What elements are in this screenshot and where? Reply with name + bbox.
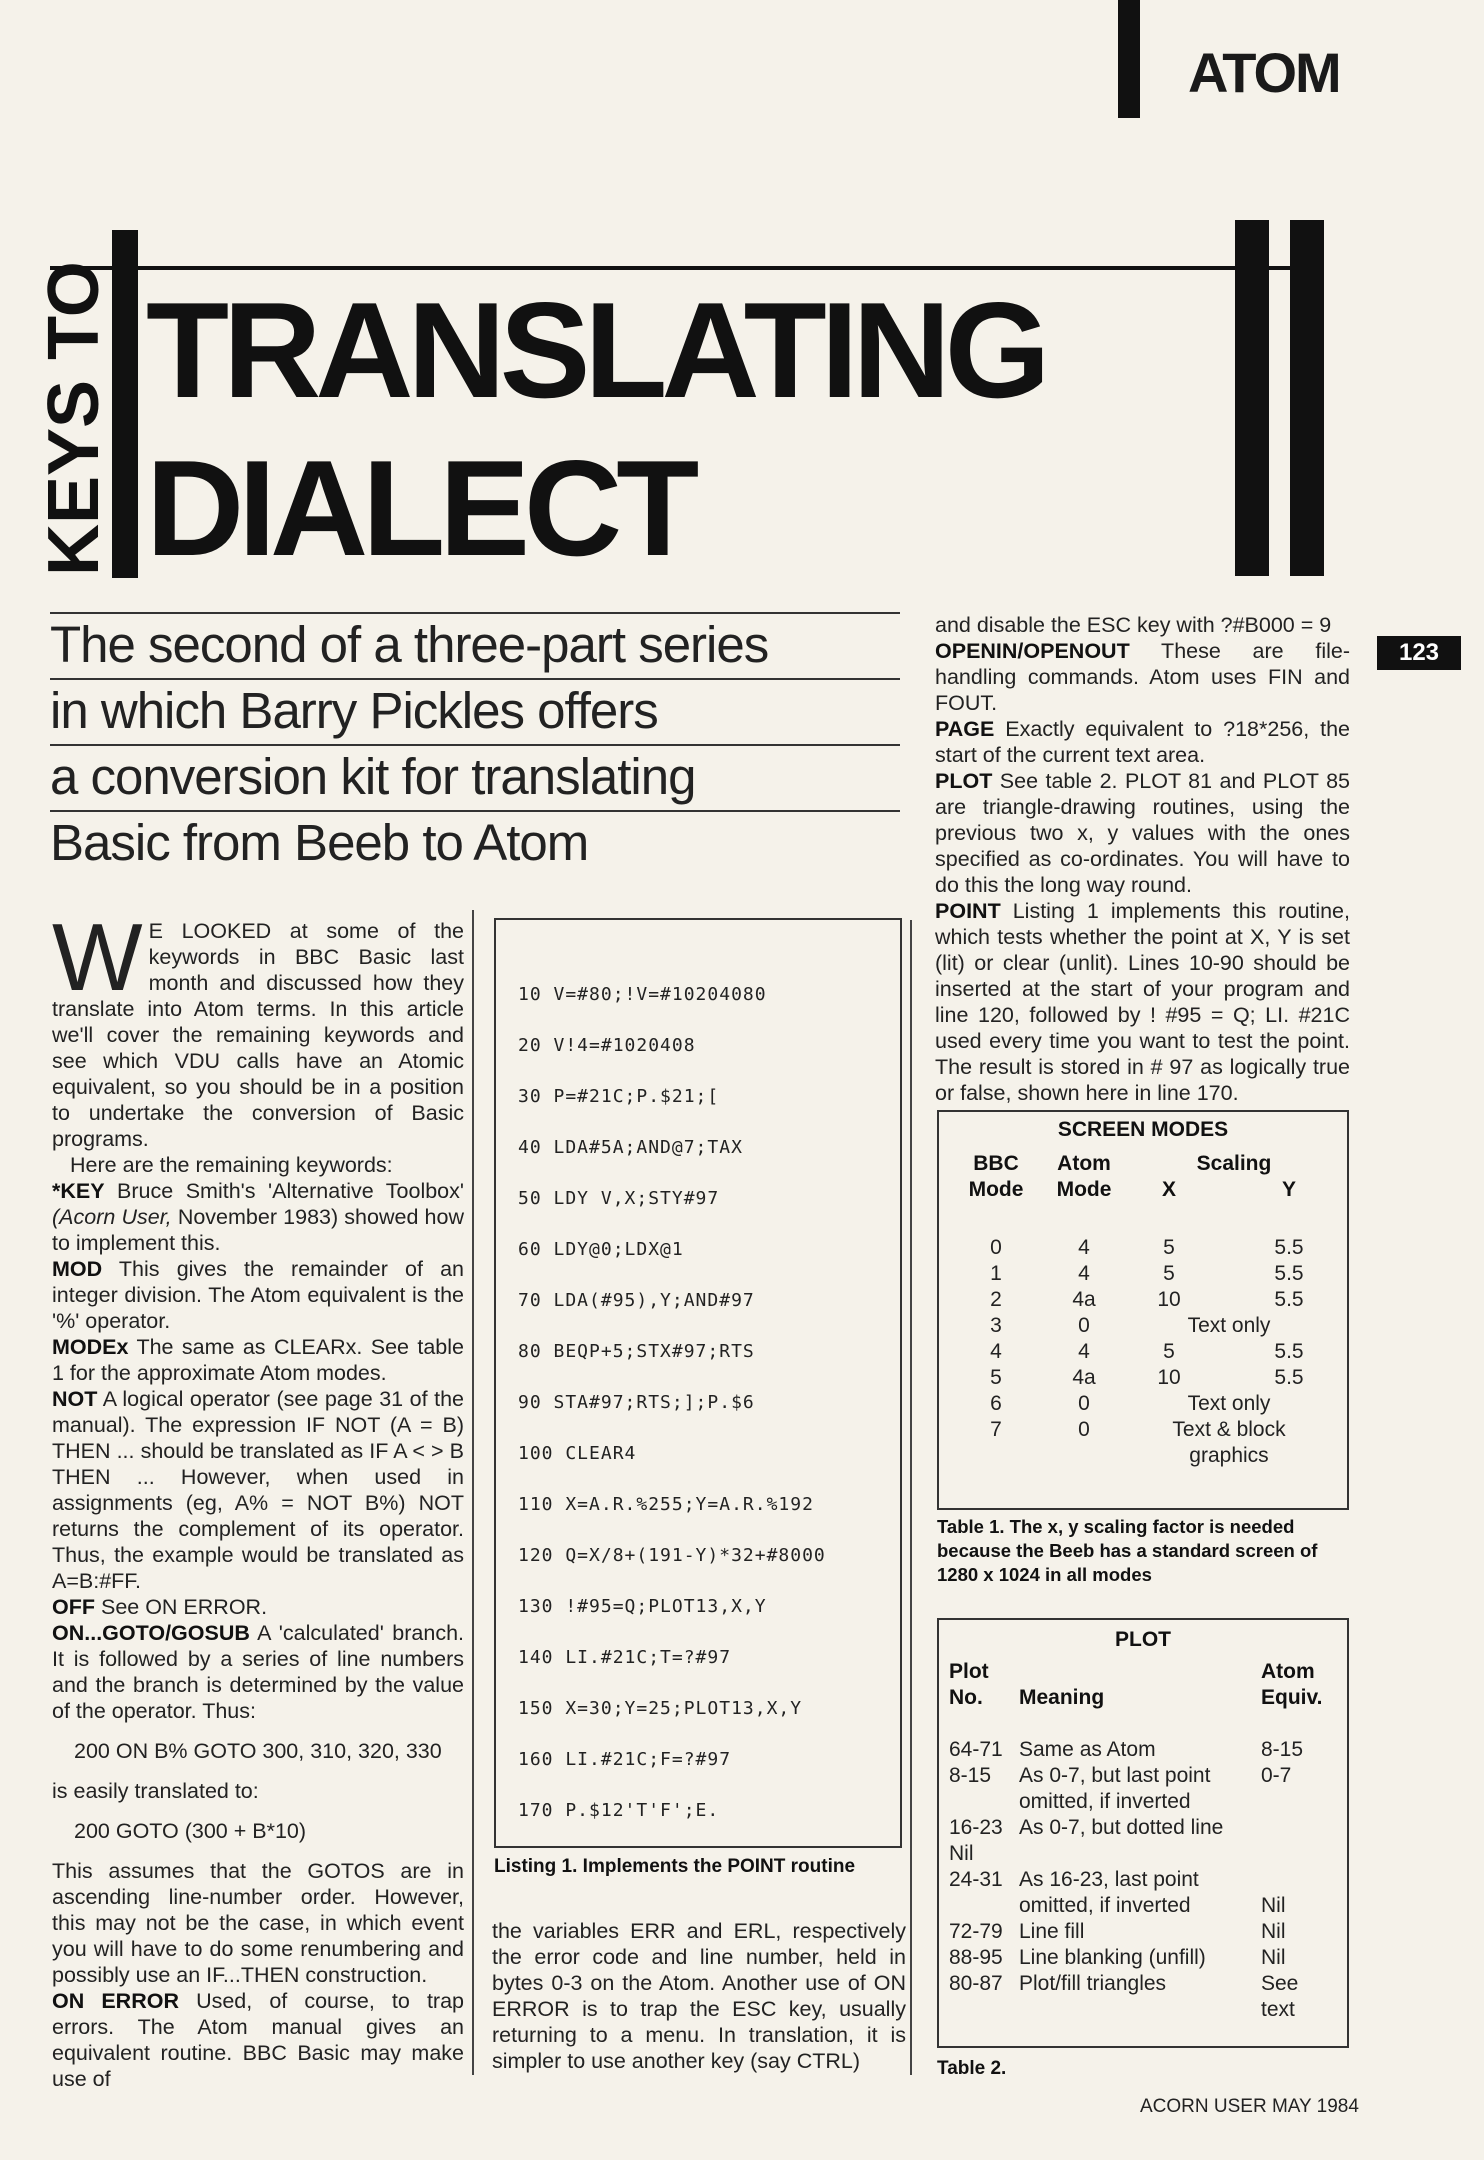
plot-text: See table 2. PLOT 81 and PLOT 85 are triangle-drawing routines, using the previous two x, y values with the ones specified as co-ordinates. You will have to do this the long way round.	[935, 769, 1350, 897]
assumes-text: This assumes that the GOTOS are in ascending line-number order. However, this may not be the case, in which event you will have to do some renumbering and possibly use an IF...THEN construction.	[52, 1859, 464, 1987]
on-error-text: Used, of course, to trap errors. The Atom manual gives an equivalent routine. BBC Basic may make use of	[52, 1989, 464, 2091]
subtitle-line-3: a conversion kit for translating	[50, 746, 900, 812]
plot-table	[937, 1618, 1349, 2048]
keys-to-label	[34, 261, 114, 578]
on-goto-text: A 'calculated' branch. It is followed by a series of line numbers and the branch is determined by the value of the operator. Thus:	[52, 1621, 464, 1723]
table1-cell-atom: 4a	[1072, 1288, 1096, 1311]
table2-cell-equiv: 8-15	[1261, 1738, 1304, 1761]
title-line-1: TRANSLATING	[146, 274, 1045, 426]
section-label: ATOM	[1188, 41, 1340, 104]
keyword-off: OFF	[52, 1595, 95, 1619]
keyword-modex: MODEx	[52, 1335, 129, 1359]
table2-cell-meaning: As 0-7, but dotted line	[1019, 1816, 1224, 1839]
table1-cell-x: Text & block	[1172, 1418, 1286, 1441]
table2-cell-equiv: Nil	[1261, 1946, 1286, 1969]
table2-cell-meaning2: omitted, if inverted	[1019, 1790, 1191, 1813]
table1-cell-x: Text only	[1187, 1392, 1271, 1415]
screen-modes-table	[937, 1110, 1349, 1510]
mod-text: This gives the remainder of an integer division. The Atom equivalent is the '%' operator.	[52, 1257, 464, 1333]
table2-cell-no: 88-95	[949, 1946, 1003, 1969]
table2-cell-meaning: Same as Atom	[1019, 1738, 1156, 1761]
table1-head-x: X	[1161, 1178, 1176, 1201]
table2-cell-equiv: See	[1261, 1972, 1299, 1995]
table1-cell-atom: 0	[1078, 1418, 1090, 1441]
table1-head-atom-mode: Mode	[1056, 1178, 1112, 1201]
remaining-intro: Here are the remaining keywords:	[70, 1153, 393, 1177]
listing-line: 100 CLEAR4	[518, 1443, 637, 1464]
table1-cell-x: 5	[1163, 1262, 1175, 1285]
key-text: Bruce Smith's 'Alternative Toolbox'	[104, 1179, 464, 1203]
table2-cell-no: 16-23	[949, 1816, 1003, 1839]
table1-cell-bbc: 3	[990, 1314, 1002, 1337]
modex-text: The same as CLEARx. See table 1 for the approximate Atom modes.	[52, 1335, 464, 1385]
table2-cell-meaning: As 16-23, last point	[1019, 1868, 1199, 1891]
point-text: Listing 1 implements this routine, which tests whether the point at X, Y is set (lit) or clear (unlit). Lines 10-90 should be inserted at the start of your program and line 120, followed by ! #95 = Q; LI. #21C used every time you want to test the point. The result is stored in # 97 as logically true or false, shown here in line 170.	[935, 899, 1350, 1105]
table2-cell-meaning: Plot/fill triangles	[1019, 1972, 1167, 1995]
article-column-3	[935, 612, 1350, 1112]
listing-line: 130 !#95=Q;PLOT13,X,Y	[518, 1596, 767, 1617]
svg-text:KEYS TO: KEYS TO	[34, 261, 114, 576]
table2-cell-equiv: Nil	[1261, 1920, 1286, 1943]
table1-cell-bbc: 1	[990, 1262, 1002, 1285]
listing-line: 10 V=#80;!V=#10204080	[518, 984, 767, 1005]
table1-cell-y: 5.5	[1274, 1366, 1304, 1389]
example-line-2: 200 GOTO (300 + B*10)	[74, 1819, 307, 1843]
page-text: Exactly equivalent to ?18*256, the start of the current text area.	[935, 717, 1350, 767]
listing-line: 30 P=#21C;P.$21;[	[518, 1086, 720, 1107]
title-top-rule	[50, 266, 1315, 270]
table1-cell-bbc: 0	[990, 1236, 1002, 1259]
not-text: A logical operator (see page 31 of the manual). The expression IF NOT (A = B) THEN ... should be translated as IF A < > B THEN ... However, when used in assignments (eg, A% = NOT B%) NOT returns the complement of its operator. Thus, the example would be translated as A=B:#FF.	[52, 1387, 464, 1593]
table1-cell-atom: 4	[1078, 1340, 1090, 1363]
table1-cell-y: 5.5	[1274, 1262, 1304, 1285]
table2-head-meaning: Meaning	[1019, 1686, 1105, 1709]
table1-head-bbc-mode: Mode	[968, 1178, 1024, 1201]
listing-code	[518, 982, 826, 1849]
table2-cell-no: Nil	[949, 1842, 974, 1865]
listing-box	[494, 918, 902, 1848]
table1-cell-x: Text only	[1187, 1314, 1271, 1337]
key-text-2: November 1983) showed how to implement this.	[52, 1205, 465, 1255]
table2-cell-equiv2: text	[1261, 1998, 1295, 2021]
keyword-not: NOT	[52, 1387, 98, 1411]
table1-cell-y: 5.5	[1274, 1236, 1304, 1259]
table1-cell-x: 5	[1163, 1340, 1175, 1363]
article-column-2	[492, 1918, 906, 2078]
listing-line: 140 LI.#21C;T=?#97	[518, 1647, 732, 1668]
off-text: See ON ERROR.	[95, 1595, 268, 1619]
table2-cell-no: 24-31	[949, 1868, 1003, 1891]
table2-head-no: No.	[949, 1686, 983, 1709]
esc-text: and disable the ESC key with ?#B000 = 9	[935, 613, 1332, 637]
listing-line: 60 LDY@0;LDX@1	[518, 1239, 684, 1260]
listing-line: 110 X=A.R.%255;Y=A.R.%192	[518, 1494, 814, 1515]
listing-line: 40 LDA#5A;AND@7;TAX	[518, 1137, 743, 1158]
keyword-plot: PLOT	[935, 769, 993, 793]
listing-line: 70 LDA(#95),Y;AND#97	[518, 1290, 755, 1311]
table1-head-scaling: Scaling	[1196, 1152, 1272, 1175]
keyword-page: PAGE	[935, 717, 995, 741]
table1-cell-bbc: 6	[990, 1392, 1002, 1415]
table2-title: PLOT	[1115, 1628, 1171, 1651]
table2-cell-meaning: As 0-7, but last point	[1019, 1764, 1211, 1787]
intro-text: E LOOKED at some of the keywords in BBC Basic last month and discussed how they translate into Atom terms. In this article we'll cover the remaining keywords and see which VDU calls have an Atomic equivalent, so you should be in a position to undertake the conversion of Basic programs.	[52, 919, 464, 1151]
listing-line: 20 V!4=#1020408	[518, 1035, 696, 1056]
table2-cell-equiv: 0-7	[1261, 1764, 1292, 1787]
listing-line: 170 P.$12'T'F';E.	[518, 1800, 720, 1821]
table1-cell-bbc: 4	[990, 1340, 1002, 1363]
table1-cell-atom: 4	[1078, 1236, 1090, 1259]
keyword-on-goto: ON...GOTO/GOSUB	[52, 1621, 250, 1645]
article-column-1	[52, 904, 465, 2091]
table1-cell-atom: 0	[1078, 1392, 1090, 1415]
table2-head-equiv: Equiv.	[1261, 1686, 1323, 1709]
listing-line: 50 LDY V,X;STY#97	[518, 1188, 720, 1209]
keyword-key: *KEY	[52, 1179, 105, 1203]
keyword-on-error: ON ERROR	[52, 1989, 179, 2013]
table1-cell-bbc: 7	[990, 1418, 1002, 1441]
listing-line: 150 X=30;Y=25;PLOT13,X,Y	[518, 1698, 803, 1719]
key-source: (Acorn User,	[52, 1205, 172, 1229]
column-rule-2	[910, 920, 912, 2075]
subtitle-line-4: Basic from Beeb to Atom	[50, 814, 589, 871]
page-footer: ACORN USER MAY 1984	[1140, 2096, 1359, 2117]
example-line-1: 200 ON B% GOTO 300, 310, 320, 330	[74, 1739, 442, 1763]
table1-head-atom: Atom	[1057, 1152, 1111, 1175]
title-left-bar	[112, 230, 138, 578]
col2-text: the variables ERR and ERL, respectively the error code and line number, held in bytes 0-3 on the Atom. Another use of ON ERROR is to trap the ESC key, usually returning to a menu. In translation, it is simpler to use another key (say CTRL)	[492, 1919, 906, 2073]
table1-caption: Table 1. The x, y scaling factor is needed because the Beeb has a standard screen of 1280 x 1024 in all modes	[937, 1516, 1318, 1585]
table1-cell-bbc: 5	[990, 1366, 1002, 1389]
table2-cell-no: 8-15	[949, 1764, 992, 1787]
table1-head-y: Y	[1281, 1178, 1296, 1201]
page-number: 123	[1377, 636, 1461, 670]
column-rule-1	[472, 910, 474, 2075]
table1-cell-x: 10	[1157, 1288, 1181, 1311]
table2-cell-no: 64-71	[949, 1738, 1003, 1761]
table2-head-atom: Atom	[1261, 1660, 1315, 1683]
listing-line: 160 LI.#21C;F=?#97	[518, 1749, 732, 1770]
table2-cell-no: 72-79	[949, 1920, 1003, 1943]
table1-cell-atom: 4	[1078, 1262, 1090, 1285]
table2-cell-meaning: Line blanking (unfill)	[1019, 1946, 1206, 1969]
table1-cell-y: 5.5	[1274, 1288, 1304, 1311]
drop-cap: W	[52, 904, 143, 1011]
title-right-bar-2	[1290, 220, 1324, 576]
keyword-point: POINT	[935, 899, 1001, 923]
table2-cell-meaning: Line fill	[1019, 1920, 1085, 1943]
listing-line: 90 STA#97;RTS;];P.$6	[518, 1392, 755, 1413]
table1-cell-y: graphics	[1189, 1444, 1269, 1467]
table1-cell-bbc: 2	[990, 1288, 1002, 1311]
openin-text: These are file-handling commands. Atom uses FIN and FOUT.	[935, 639, 1350, 715]
table1-head-bbc: BBC	[973, 1152, 1019, 1175]
title-line-2: DIALECT	[146, 432, 694, 584]
table2-caption: Table 2.	[937, 2058, 1007, 2079]
listing-line: 80 BEQP+5;STX#97;RTS	[518, 1341, 755, 1362]
subtitle-line-2: in which Barry Pickles offers	[50, 680, 900, 746]
section-bar	[1118, 0, 1140, 118]
table2-cell-no: 80-87	[949, 1972, 1003, 1995]
subtitle-line-1: The second of a three-part series	[50, 614, 900, 680]
title-right-bar-1	[1235, 220, 1269, 576]
table2-cell-equiv2: Nil	[1261, 1894, 1286, 1917]
table1-cell-atom: 0	[1078, 1314, 1090, 1337]
table1-title: SCREEN MODES	[1057, 1118, 1229, 1141]
listing-caption: Listing 1. Implements the POINT routine	[494, 1856, 856, 1877]
listing-line: 120 Q=X/8+(191-Y)*32+#8000	[518, 1545, 826, 1566]
table1-cell-x: 5	[1163, 1236, 1175, 1259]
easily-text: is easily translated to:	[52, 1779, 259, 1803]
keyword-openin: OPENIN/OPENOUT	[935, 639, 1130, 663]
table1-cell-y: 5.5	[1274, 1340, 1304, 1363]
table1-cell-x: 10	[1157, 1366, 1181, 1389]
table1-cell-atom: 4a	[1072, 1366, 1096, 1389]
keyword-mod: MOD	[52, 1257, 103, 1281]
table2-cell-meaning2: omitted, if inverted	[1019, 1894, 1191, 1917]
table2-head-plot: Plot	[949, 1660, 989, 1683]
